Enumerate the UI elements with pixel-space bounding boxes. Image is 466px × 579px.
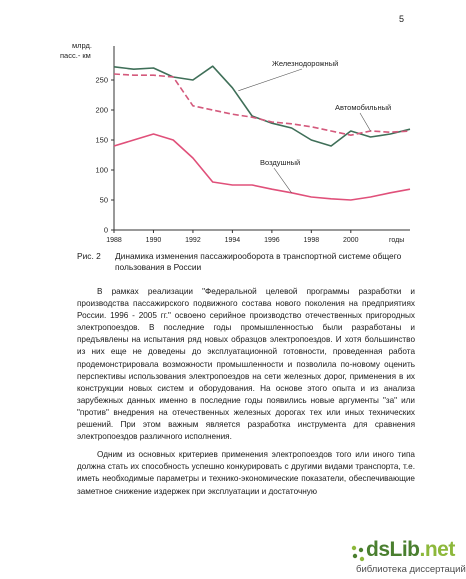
x-axis-unit: годы	[389, 237, 405, 244]
watermark-subtitle: библиотека диссертаций	[356, 564, 466, 575]
y-tick-label: 100	[95, 165, 108, 175]
series-labels	[238, 58, 403, 193]
paragraph-2: Одним из основных критериев применения электропоездов того или иного типа должна стать их способность успешно конкурировать с другими видами транспорта, т.е. иметь необходимые параметры и технико-экономические показатели, обеспечивающие заметное снижение издержек при эксплуатации и достаточную	[77, 450, 415, 496]
y-tick-group	[95, 76, 114, 235]
dots-logo-icon	[350, 544, 366, 564]
x-tick-label: 1998	[303, 237, 320, 244]
series-leader-line	[238, 69, 302, 91]
y-tick-label: 50	[99, 195, 108, 205]
logo-main: dsLib	[366, 538, 420, 561]
x-tick-label: 1990	[145, 237, 162, 244]
passenger-turnover-chart	[60, 38, 420, 250]
x-tick-label: 2000	[343, 237, 359, 244]
series-label-1: Автомобильный	[335, 103, 392, 112]
figure-caption	[77, 251, 417, 273]
y-axis-label-line2: пасс.- км	[60, 51, 91, 60]
series-leader-line	[274, 168, 292, 193]
caption-line1: Динамика изменения пассажирооборота в транспортной системе общего	[115, 251, 402, 261]
body-text	[77, 286, 415, 504]
y-tick-label: 150	[95, 135, 108, 145]
x-tick-label: 1992	[185, 237, 201, 244]
page-number: 5	[399, 14, 405, 24]
y-tick-label: 200	[95, 105, 108, 115]
y-tick-label: 0	[103, 225, 108, 235]
series-group	[114, 66, 410, 200]
y-tick-label: 250	[95, 75, 108, 85]
logo-tld: .net	[419, 538, 455, 561]
caption-line2: пользования в России	[115, 262, 202, 272]
x-tick-group	[106, 230, 358, 244]
x-tick-label: 1988	[106, 237, 122, 244]
dslib-watermark	[350, 538, 466, 579]
series-label-0: Железнодорожный	[272, 59, 339, 68]
series-label-2: Воздушный	[260, 158, 301, 167]
watermark-logo	[366, 538, 455, 562]
figure-label: Рис. 2	[77, 251, 101, 261]
x-tick-label: 1996	[264, 237, 280, 244]
paragraph-1: В рамках реализации "Федеральной целевой программы разработки и производства пассажирского подвижного состава нового поколения на предприятиях России. 1996 - 2005 гг." освоено серийное производство отечественных пригородных электропоездов. В последние годы промышленностью были разработаны и предъявлены на испытания ряд новых образцов электропоездов. И хотя большинство из них еще не доведены до эксплуатационной готовности, проведенная работа продемонстрировала возможности промышленности и позволила по-новому оценить перспективы использования электропоездов на сети железных дорог, применения в их конструкции новых систем и оборудования. На основе этого опыта и из анализа зарубежных данных именно в последние годы появились новые аргументы "за" или "против" внедрения на отечественных железных дорогах тех или иных технических решений. При этом важным является разработка инструмента для сравнения электропоездов различного исполнения.	[77, 287, 415, 442]
y-axis-label-line1: млрд.	[72, 41, 92, 50]
series-leader-line	[360, 113, 371, 131]
x-tick-label: 1994	[224, 237, 241, 244]
